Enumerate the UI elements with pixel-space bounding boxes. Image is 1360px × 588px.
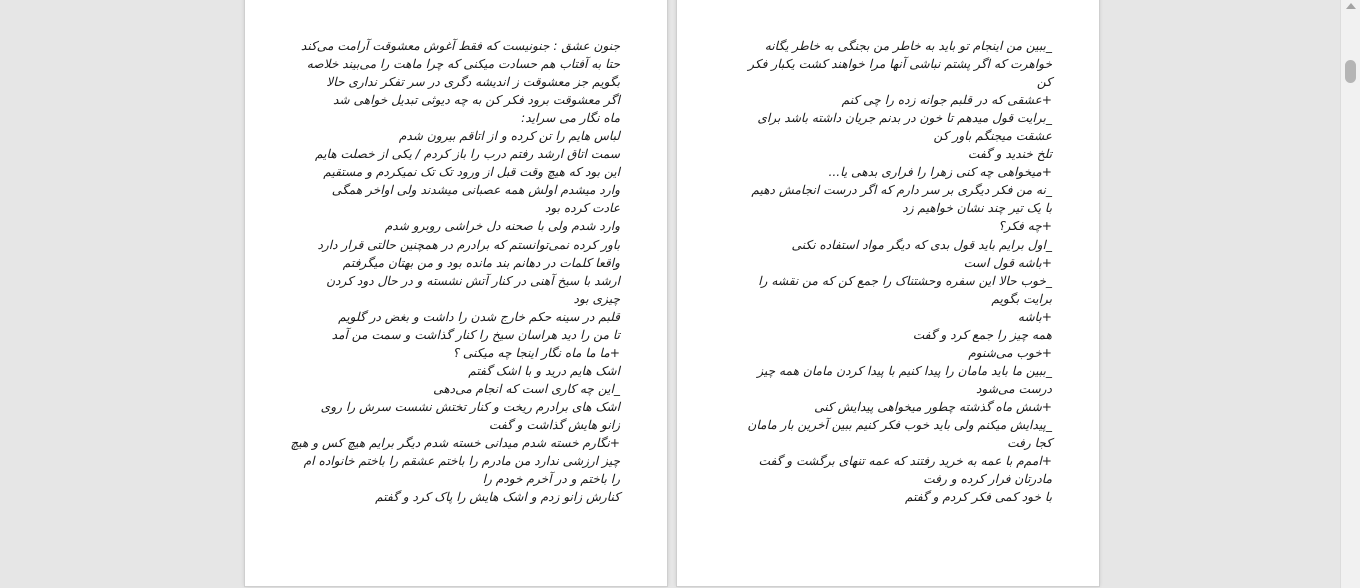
- text-line: همه چیز را جمع کرد و گفت: [912, 327, 1052, 342]
- text-line: _ببین ما باید مامان را پیدا کنیم با پیدا کردن مامان همه چیز: [757, 363, 1052, 378]
- text-line: مادرتان فرار کرده و رفت: [923, 472, 1052, 487]
- text-line: واقعا کلمات در دهانم بند مانده بود و من بهتان میگرفتم: [342, 255, 620, 270]
- text-line: ارشد با سیخ آهنی در کنار آتش نشسته و در حال دود کردن: [326, 273, 620, 288]
- text-line: _برایت قول میدهم تا خون در بدنم جریان داشته باشد برای: [757, 111, 1052, 126]
- text-line: +شش ماه گذشته چطور میخواهی پیدایش کنی: [814, 399, 1052, 414]
- text-line: _ببین من اینجام تو باید به خاطر من بجنگی به خاطر یگانه: [764, 39, 1052, 53]
- text-line: +عشقی که در قلبم جوانه زده را چی کنم: [841, 93, 1052, 108]
- text-line: این بود که هیچ وقت قبل از ورود تک تک نمیکردم و مستقیم: [323, 165, 620, 180]
- text-line: اشک هایم درید و با اشک گفتم: [468, 363, 620, 378]
- document-page-right: [677, 0, 1099, 586]
- text-line: ماه نگار می سراید:: [521, 111, 620, 126]
- text-line: قلبم در سینه حکم خارج شدن را داشت و بغض در گلویم: [338, 309, 620, 324]
- text-line: زانو هایش گذاشت و گفت: [488, 417, 620, 432]
- text-line: _خوب حالا این سفره وحشتناک را جمع کن که من نقشه را: [758, 273, 1052, 288]
- text-line: +باشه قول است: [963, 255, 1052, 270]
- text-line: چیزی بود: [573, 291, 620, 306]
- text-line: کن: [1036, 75, 1052, 90]
- text-line: را باختم و در آخرم خودم را: [482, 472, 620, 487]
- text-line: +چه فکر؟: [998, 219, 1052, 234]
- text-line: _پیدایش میکنم ولی باید خوب فکر کنیم ببین آخرین بار مامان: [747, 417, 1052, 432]
- text-line: اشک های برادرم ریخت و کنار تختش نشست سرش را روی: [320, 399, 620, 414]
- text-line: +خوب می‌شنوم: [968, 345, 1052, 360]
- document-page-left: [245, 0, 667, 586]
- text-line: حتا به آفتاب هم حسادت میکنی که چرا ماهت را می‌بیند خلاصه: [306, 57, 620, 72]
- text-line: _اول برایم باید قول بدی که دیگر مواد استفاده نکنی: [791, 237, 1052, 252]
- text-line: جنون عشق : جنونیست که فقط آغوش معشوقت آرامت می‌کند: [300, 39, 620, 53]
- text-line: +باشه: [1017, 309, 1052, 324]
- text-line: عادت کرده بود: [544, 201, 620, 216]
- text-line: چیز ارزشی ندارد من مادرم را باختم عشقم را باختم خانواده ام: [303, 454, 620, 469]
- text-line: +ما ما ماه نگار اینجا چه میکنی ؟: [452, 345, 620, 360]
- text-line: با یک تیر چند نشان خواهیم زد: [902, 201, 1052, 216]
- text-line: تا من را دید هراسان سیخ را کنار گذاشت و سمت من آمد: [331, 327, 620, 342]
- scrollbar-thumb[interactable]: [1345, 60, 1356, 83]
- scroll-up-arrow-icon[interactable]: [1346, 3, 1356, 9]
- text-line: +نگارم خسته شدم میدانی خسته شدم دیگر برایم هیچ کس و هیچ: [290, 436, 620, 451]
- text-line: با خود کمی فکر کردم و گفتم: [904, 490, 1052, 505]
- page-text-right: [712, 37, 1052, 506]
- text-line: اگر معشوقت برود فکر کن به چه دیوثی تبدیل خواهی شد: [333, 93, 620, 108]
- text-line: +امم‌م با عمه به خرید رفتند که عمه تنهای برگشت و گفت: [758, 454, 1052, 469]
- text-line: درست می‌شود: [976, 381, 1052, 396]
- text-line: تلخ خندید و گفت: [967, 147, 1052, 162]
- text-line: _این چه کاری است که انجام می‌دهی: [433, 381, 620, 396]
- text-line: خواهرت که اگر پشتم نباشی آنها مرا خواهند کشت یکبار فکر: [748, 57, 1052, 72]
- text-line: وارد میشدم اولش همه عصبانی میشدند ولی اواخر همگی: [331, 183, 620, 198]
- text-line: کنارش زانو زدم و اشک هایش را پاک کرد و گفتم: [375, 490, 620, 505]
- text-line: باور کرده نمی‌توانستم که برادرم در همچنین حالتی قرار دارد: [317, 237, 620, 252]
- text-line: _نه من فکر دیگری بر سر دارم که اگر درست انجامش دهیم: [751, 183, 1052, 198]
- vertical-scrollbar[interactable]: [1340, 0, 1360, 588]
- text-line: لباس هایم را تن کرده و از اتاقم بیرون شدم: [398, 129, 620, 144]
- text-line: سمت اتاق ارشد رفتم درب را باز کردم / یکی از خصلت هایم: [315, 147, 620, 162]
- page-text-left: [280, 37, 620, 506]
- text-line: عشقت میجنگم باور کن: [933, 129, 1052, 144]
- text-line: +میخواهی چه کنی زهرا را فراری بدهی یا...: [828, 165, 1052, 180]
- text-line: کجا رفت: [1007, 436, 1052, 451]
- text-line: بگویم جز معشوقت ز اندیشه دگری در سر تفکر نداری حالا: [326, 75, 620, 90]
- text-line: برایت بگویم: [991, 291, 1052, 306]
- text-line: وارد شدم ولی با صحنه دل خراشی روبرو شدم: [384, 219, 620, 234]
